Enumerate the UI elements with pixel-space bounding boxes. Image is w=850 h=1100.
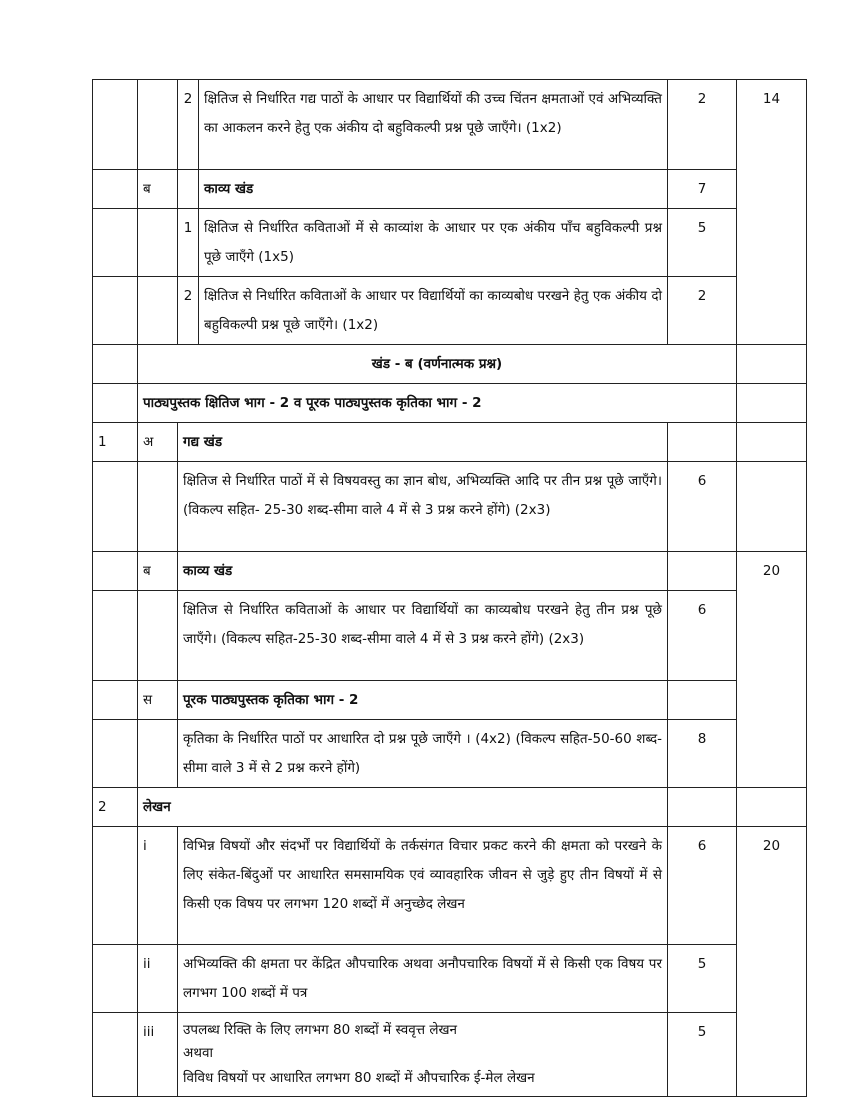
- table-row: [93, 80, 807, 170]
- part-cell: [138, 591, 178, 681]
- part-cell: [138, 80, 178, 170]
- section-heading: पूरक पाठ्यपुस्तक कृतिका भाग - 2: [178, 681, 668, 720]
- section-number-cell: [93, 345, 138, 384]
- marks-cell: 6: [668, 462, 737, 552]
- marks-cell: [668, 788, 737, 827]
- description-line: अथवा: [183, 1045, 213, 1061]
- part-cell: अ: [138, 423, 178, 462]
- section-number-cell: [93, 681, 138, 720]
- section-number-cell: [93, 1013, 138, 1097]
- part-cell: ब: [138, 170, 178, 209]
- table-row: [93, 827, 807, 945]
- group-total-cell: 20: [737, 827, 807, 1097]
- marks-cell: 6: [668, 591, 737, 681]
- description-line: उपलब्ध रिक्ति के लिए लगभग 80 शब्दों में स्ववृत्त लेखन: [183, 1022, 458, 1038]
- description-cell: क्षितिज से निर्धारित गद्य पाठों के आधार पर विद्यार्थियों की उच्च चिंतन क्षमताओं एवं अभिव्यक्ति का आकलन करने हेतु एक अंकीय दो बहुविकल्पी प्रश्न पूछे जाएँगे। (1x2): [199, 80, 668, 170]
- marks-cell: 6: [668, 827, 737, 945]
- sub-number-cell: 2: [178, 80, 199, 170]
- table-row: [93, 720, 807, 788]
- description-cell: क्षितिज से निर्धारित कविताओं के आधार पर विद्यार्थियों का काव्यबोध परखने हेतु तीन प्रश्न पूछे जाएँगे। (विकल्प सहित-25-30 शब्द-सीमा वाले 4 में से 3 प्रश्न करने होंगे) (2x3): [178, 591, 668, 681]
- syllabus-table: [92, 79, 807, 1097]
- group-total-cell: [737, 423, 807, 462]
- section-heading: गद्य खंड: [178, 423, 668, 462]
- description-cell: अभिव्यक्ति की क्षमता पर केंद्रित औपचारिक अथवा अनौपचारिक विषयों में से किसी एक विषय पर लगभग 100 शब्दों में पत्र: [178, 945, 668, 1013]
- part-cell: स: [138, 681, 178, 720]
- section-title: खंड - ब (वर्णनात्मक प्रश्न): [138, 345, 737, 384]
- section-number-cell: [93, 462, 138, 552]
- description-cell: विभिन्न विषयों और संदर्भों पर विद्यार्थियों के तर्कसंगत विचार प्रकट करने की क्षमता को परखने के लिए संकेत-बिंदुओं पर आधारित समसामयिक एवं व्यावहारिक जीवन से जुड़े हुए तीन विषयों में से किसी एक विषय पर लगभग 120 शब्दों में अनुच्छेद लेखन: [178, 827, 668, 945]
- description-cell: [178, 1013, 668, 1097]
- table-row: [93, 384, 807, 423]
- section-number-cell: [93, 945, 138, 1013]
- marks-cell: 8: [668, 720, 737, 788]
- marks-cell: 2: [668, 80, 737, 170]
- marks-cell: [668, 423, 737, 462]
- section-heading: काव्य खंड: [178, 552, 668, 591]
- description-cell: क्षितिज से निर्धारित पाठों में से विषयवस्तु का ज्ञान बोध, अभिव्यक्ति आदि पर तीन प्रश्न पूछे जाएँगे।(विकल्प सहित- 25-30 शब्द-सीमा वाले 4 में से 3 प्रश्न करने होंगे) (2x3): [178, 462, 668, 552]
- marks-cell: 5: [668, 1013, 737, 1097]
- table-row: [93, 423, 807, 462]
- table-row: [93, 1013, 807, 1097]
- table-row: [93, 788, 807, 827]
- part-cell: i: [138, 827, 178, 945]
- description-cell: कृतिका के निर्धारित पाठों पर आधारित दो प्रश्न पूछे जाएँगे । (4x2) (विकल्प सहित-50-60 शब्द-सीमा वाले 3 में से 2 प्रश्न करने होंगे): [178, 720, 668, 788]
- table-row: [93, 170, 807, 209]
- part-cell: ii: [138, 945, 178, 1013]
- group-total-cell: 20: [737, 552, 807, 788]
- section-number-cell: 2: [93, 788, 138, 827]
- sub-number-cell: 2: [178, 277, 199, 345]
- section-number-cell: [93, 277, 138, 345]
- table-row: [93, 945, 807, 1013]
- section-heading: काव्य खंड: [199, 170, 668, 209]
- group-total-cell: 14: [737, 80, 807, 345]
- marks-cell: [668, 681, 737, 720]
- section-heading: लेखन: [138, 788, 668, 827]
- table-row: [93, 345, 807, 384]
- marks-cell: [668, 552, 737, 591]
- section-number-cell: [93, 552, 138, 591]
- sub-number-cell: 1: [178, 209, 199, 277]
- table-row: [93, 552, 807, 591]
- description-line: विविध विषयों पर आधारित लगभग 80 शब्दों में औपचारिक ई-मेल लेखन: [183, 1070, 535, 1086]
- group-total-cell: [737, 384, 807, 423]
- table-row: [93, 462, 807, 552]
- sub-number-cell: [178, 170, 199, 209]
- section-number-cell: [93, 80, 138, 170]
- section-number-cell: [93, 720, 138, 788]
- table-row: [93, 591, 807, 681]
- marks-cell: 2: [668, 277, 737, 345]
- marks-cell: 5: [668, 209, 737, 277]
- section-number-cell: [93, 384, 138, 423]
- description-cell: क्षितिज से निर्धारित कविताओं में से काव्यांश के आधार पर एक अंकीय पाँच बहुविकल्पी प्रश्न पूछे जाएँगे (1x5): [199, 209, 668, 277]
- textbook-heading: पाठ्यपुस्तक क्षितिज भाग - 2 व पूरक पाठ्यपुस्तक कृतिका भाग - 2: [138, 384, 737, 423]
- part-cell: [138, 209, 178, 277]
- marks-cell: 5: [668, 945, 737, 1013]
- section-number-cell: [93, 591, 138, 681]
- part-cell: ब: [138, 552, 178, 591]
- table-row: [93, 209, 807, 277]
- section-number-cell: [93, 827, 138, 945]
- part-cell: [138, 462, 178, 552]
- part-cell: iii: [138, 1013, 178, 1097]
- table-row: [93, 681, 807, 720]
- section-number-cell: [93, 170, 138, 209]
- section-number-cell: 1: [93, 423, 138, 462]
- description-cell: क्षितिज से निर्धारित कविताओं के आधार पर विद्यार्थियों का काव्यबोध परखने हेतु एक अंकीय दो बहुविकल्पी प्रश्न पूछे जाएँगे। (1x2): [199, 277, 668, 345]
- section-number-cell: [93, 209, 138, 277]
- marks-cell: 7: [668, 170, 737, 209]
- group-total-cell: [737, 788, 807, 827]
- group-total-cell: [737, 345, 807, 384]
- part-cell: [138, 720, 178, 788]
- part-cell: [138, 277, 178, 345]
- table-row: [93, 277, 807, 345]
- group-total-cell: [737, 462, 807, 552]
